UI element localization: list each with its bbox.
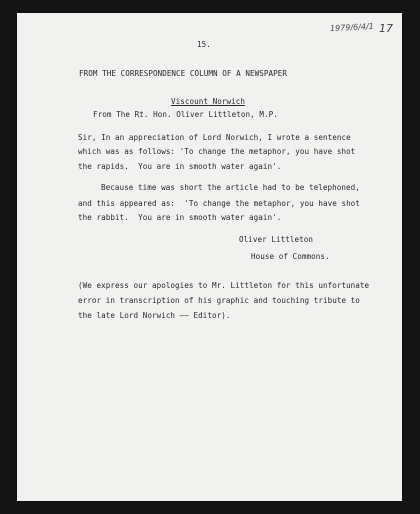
body-line: Sir, In an appreciation of Lord Norwich, I wrote a sentence bbox=[78, 133, 351, 142]
from-line: From The Rt. Hon. Oliver Littleton, M.P. bbox=[93, 110, 278, 119]
body-line: which was as follows: 'To change the metaphor, you have shot bbox=[78, 147, 356, 156]
body-line: the rapids. You are in smooth water again'. bbox=[78, 162, 282, 171]
body-line: the rabbit. You are in smooth water again'. bbox=[78, 213, 282, 222]
subject-title: Viscount Norwich bbox=[171, 97, 245, 106]
document-page bbox=[17, 13, 402, 501]
editor-note-line: the late Lord Norwich —— Editor). bbox=[78, 311, 231, 320]
editor-note-line: (We express our apologies to Mr. Littleton for this unfortunate bbox=[78, 281, 370, 290]
archive-reference: 1979/6/4/1 bbox=[330, 21, 375, 34]
page-number: 15. bbox=[197, 40, 211, 49]
signature: Oliver Littleton bbox=[239, 235, 313, 244]
body-line: Because time was short the article had to be telephoned, bbox=[101, 183, 360, 192]
folio-number: 17 bbox=[379, 22, 393, 35]
address: House of Commons. bbox=[251, 252, 330, 261]
heading: FROM THE CORRESPONDENCE COLUMN OF A NEWSPAPER bbox=[79, 69, 287, 78]
body-line: and this appeared as: 'To change the metaphor, you have shot bbox=[78, 199, 360, 208]
editor-note-line: error in transcription of his graphic and touching tribute to bbox=[78, 296, 360, 305]
